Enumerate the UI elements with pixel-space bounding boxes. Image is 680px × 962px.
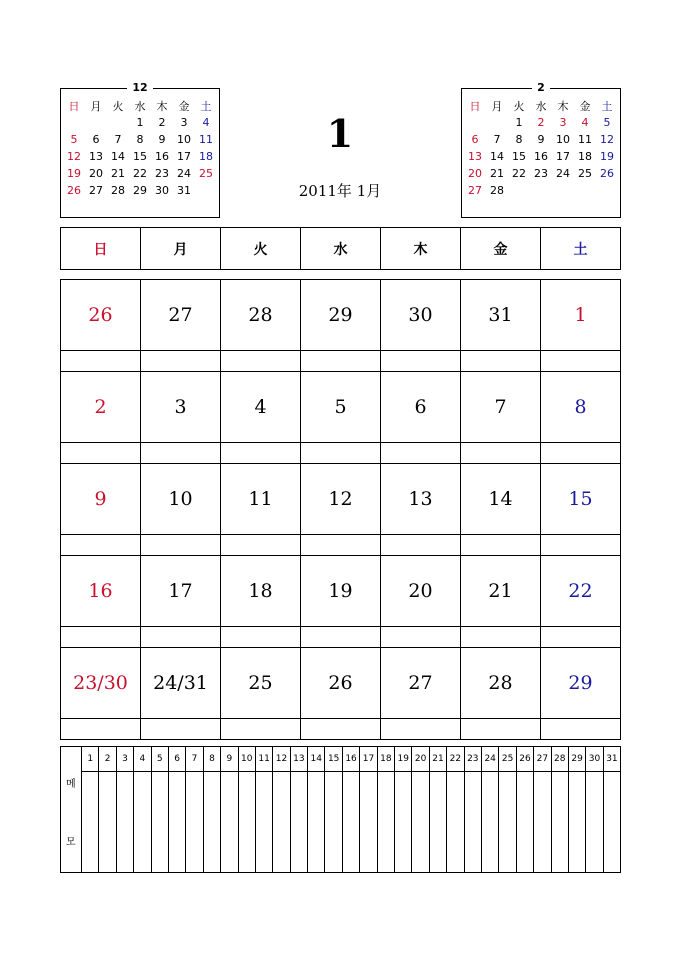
memo-day-column <box>447 747 464 872</box>
day-number: 27 <box>141 280 220 351</box>
day-number: 12 <box>301 464 380 535</box>
weekday-sun: 日 <box>469 99 481 113</box>
day-cell <box>221 280 301 371</box>
day-note <box>461 443 540 463</box>
weekday-wed: 水 <box>535 99 547 113</box>
day <box>464 114 486 131</box>
day: 23 <box>534 167 548 180</box>
day: 31 <box>177 184 191 197</box>
day-note <box>221 627 300 647</box>
prev-month-week <box>63 114 217 131</box>
day-number: 31 <box>461 280 540 351</box>
memo-day-column <box>430 747 447 872</box>
memo-day-number: 20 <box>412 747 428 772</box>
day-note <box>61 351 140 371</box>
day-number: 25 <box>221 648 300 719</box>
memo-day-column <box>273 747 290 872</box>
day: 18 <box>578 150 592 163</box>
day-note <box>221 443 300 463</box>
day-number: 6 <box>381 372 460 443</box>
memo-day-column <box>308 747 325 872</box>
day: 26 <box>67 184 81 197</box>
day <box>596 182 618 199</box>
memo-day-column <box>169 747 186 872</box>
day: 12 <box>600 133 614 146</box>
day-number: 26 <box>61 280 140 351</box>
day: 29 <box>133 184 147 197</box>
memo-label-top: 메 <box>66 779 76 790</box>
day <box>552 182 574 199</box>
weekday-wednesday: 水 <box>301 228 381 269</box>
day: 6 <box>92 133 100 146</box>
next-month-title: 2 <box>532 81 550 94</box>
day-number: 24/31 <box>141 648 220 719</box>
day-note <box>381 443 460 463</box>
memo-day-number: 15 <box>325 747 341 772</box>
memo-label <box>61 747 82 872</box>
day: 25 <box>199 167 213 180</box>
day-note <box>301 535 380 555</box>
day: 22 <box>512 167 526 180</box>
memo-day-number: 13 <box>291 747 307 772</box>
day-cell <box>381 556 461 647</box>
day: 5 <box>70 133 78 146</box>
memo-day-number: 25 <box>499 747 515 772</box>
week-row <box>61 556 620 648</box>
day-number: 28 <box>221 280 300 351</box>
memo-day-number: 8 <box>204 747 220 772</box>
day-note <box>541 719 620 739</box>
memo-day-column <box>517 747 534 872</box>
memo-day-number: 11 <box>256 747 272 772</box>
memo-day-number: 24 <box>482 747 498 772</box>
memo-day-column <box>586 747 603 872</box>
day-note <box>541 627 620 647</box>
day-cell <box>461 464 541 555</box>
day-number: 9 <box>61 464 140 535</box>
weekday-tue: 火 <box>513 99 525 113</box>
memo-day-number: 5 <box>152 747 168 772</box>
weekday-sunday: 日 <box>61 228 141 269</box>
weekday-fri: 金 <box>178 99 190 113</box>
day: 11 <box>578 133 592 146</box>
day-cell <box>541 464 620 555</box>
day <box>574 182 596 199</box>
day-note <box>381 627 460 647</box>
day: 11 <box>199 133 213 146</box>
prev-month-mini-calendar <box>60 81 220 218</box>
day: 3 <box>559 116 567 129</box>
day: 24 <box>177 167 191 180</box>
memo-day-column <box>378 747 395 872</box>
day: 20 <box>468 167 482 180</box>
memo-day-number: 19 <box>395 747 411 772</box>
day-number: 13 <box>381 464 460 535</box>
day: 18 <box>199 150 213 163</box>
day: 13 <box>89 150 103 163</box>
memo-day-column <box>239 747 256 872</box>
day-note <box>301 719 380 739</box>
day-note <box>461 719 540 739</box>
day: 21 <box>490 167 504 180</box>
week-row <box>61 280 620 372</box>
day <box>486 114 508 131</box>
prev-month-title: 12 <box>127 81 152 94</box>
day-note <box>541 351 620 371</box>
memo-day-number: 27 <box>534 747 550 772</box>
day: 13 <box>468 150 482 163</box>
memo-day-column <box>117 747 134 872</box>
day: 26 <box>600 167 614 180</box>
memo-day-column <box>360 747 377 872</box>
day <box>195 182 217 199</box>
memo-day-column <box>291 747 308 872</box>
day-note <box>141 719 220 739</box>
day-cell <box>221 372 301 463</box>
day: 15 <box>512 150 526 163</box>
next-month-table <box>464 97 618 199</box>
memo-label-bottom: 모 <box>66 837 76 848</box>
memo-day-number: 12 <box>273 747 289 772</box>
month-number: 1 <box>326 111 354 156</box>
weekday-monday: 月 <box>141 228 221 269</box>
day-cell <box>301 372 381 463</box>
day-note <box>541 443 620 463</box>
memo-day-number: 14 <box>308 747 324 772</box>
day-number: 17 <box>141 556 220 627</box>
weekday-header <box>60 227 621 270</box>
day-number: 15 <box>541 464 620 535</box>
day: 28 <box>111 184 125 197</box>
day-note <box>541 535 620 555</box>
day: 8 <box>136 133 144 146</box>
day-note <box>301 351 380 371</box>
day-cell <box>61 464 141 555</box>
memo-day-column <box>482 747 499 872</box>
weekday-sat: 土 <box>200 99 212 113</box>
day-number: 23/30 <box>61 648 140 719</box>
day-number: 29 <box>541 648 620 719</box>
day-number: 3 <box>141 372 220 443</box>
weekday-friday: 金 <box>461 228 541 269</box>
memo-day-column <box>552 747 569 872</box>
day-cell <box>541 280 620 371</box>
day-cell <box>381 648 461 739</box>
day: 24 <box>556 167 570 180</box>
week-row <box>61 372 620 464</box>
day-cell <box>461 372 541 463</box>
memo-day-number: 4 <box>134 747 150 772</box>
day: 4 <box>202 116 210 129</box>
memo-day-number: 30 <box>586 747 602 772</box>
day <box>107 114 129 131</box>
day: 6 <box>471 133 479 146</box>
prev-month-table <box>63 97 217 199</box>
day-note <box>61 719 140 739</box>
prev-month-week <box>63 148 217 165</box>
day-cell <box>461 556 541 647</box>
day-cell <box>61 372 141 463</box>
memo-day-column <box>465 747 482 872</box>
day: 8 <box>515 133 523 146</box>
day-number: 18 <box>221 556 300 627</box>
memo-day-number: 6 <box>169 747 185 772</box>
day-note <box>301 627 380 647</box>
memo-day-column <box>82 747 99 872</box>
day: 2 <box>537 116 545 129</box>
prev-month-week <box>63 165 217 182</box>
memo-day-column <box>604 747 620 872</box>
day-note <box>381 719 460 739</box>
day-number: 22 <box>541 556 620 627</box>
day-cell <box>461 648 541 739</box>
day-note <box>61 443 140 463</box>
day-cell <box>221 464 301 555</box>
memo-day-column <box>204 747 221 872</box>
memo-day-number: 3 <box>117 747 133 772</box>
day: 12 <box>67 150 81 163</box>
day: 16 <box>155 150 169 163</box>
day: 4 <box>581 116 589 129</box>
day: 14 <box>490 150 504 163</box>
day-number: 5 <box>301 372 380 443</box>
weekday-tuesday: 火 <box>221 228 301 269</box>
day-number: 11 <box>221 464 300 535</box>
prev-month-weekday-row <box>63 97 217 114</box>
day-note <box>381 351 460 371</box>
memo-day-number: 18 <box>378 747 394 772</box>
day-number: 30 <box>381 280 460 351</box>
memo-day-number: 21 <box>430 747 446 772</box>
day-note <box>141 351 220 371</box>
weekday-saturday: 土 <box>573 241 588 258</box>
day-cell <box>141 372 221 463</box>
day-number: 8 <box>541 372 620 443</box>
prev-month-week <box>63 131 217 148</box>
day: 3 <box>180 116 188 129</box>
weekday-thu: 木 <box>557 99 569 113</box>
day-cell <box>61 556 141 647</box>
memo-day-number: 1 <box>82 747 98 772</box>
day-number: 7 <box>461 372 540 443</box>
memo-columns <box>82 747 620 872</box>
day <box>508 182 530 199</box>
day: 27 <box>468 184 482 197</box>
day-cell <box>141 556 221 647</box>
month-grid <box>60 279 621 740</box>
memo-day-number: 16 <box>343 747 359 772</box>
day-cell <box>301 464 381 555</box>
day: 1 <box>515 116 523 129</box>
memo-day-number: 22 <box>447 747 463 772</box>
day: 10 <box>177 133 191 146</box>
day-note <box>141 535 220 555</box>
memo-day-column <box>134 747 151 872</box>
day-cell <box>461 280 541 371</box>
year-month-label: 2011年 1月 <box>298 182 382 200</box>
next-month-week <box>464 182 618 199</box>
day-note <box>461 627 540 647</box>
memo-section <box>60 746 621 873</box>
week-row <box>61 648 620 739</box>
memo-day-number: 28 <box>552 747 568 772</box>
day-note <box>61 535 140 555</box>
weekday-mon: 月 <box>491 99 503 113</box>
memo-day-column <box>256 747 273 872</box>
day-number: 4 <box>221 372 300 443</box>
weekday-thursday: 木 <box>381 228 461 269</box>
day-number: 20 <box>381 556 460 627</box>
next-month-mini-calendar <box>461 81 621 218</box>
day-note <box>221 535 300 555</box>
next-month-weekday-row <box>464 97 618 114</box>
weekday-wed: 水 <box>134 99 146 113</box>
memo-day-column <box>412 747 429 872</box>
memo-day-column <box>152 747 169 872</box>
next-month-week <box>464 148 618 165</box>
weekday-fri: 金 <box>579 99 591 113</box>
memo-day-number: 2 <box>99 747 115 772</box>
day-number: 29 <box>301 280 380 351</box>
memo-day-number: 7 <box>186 747 202 772</box>
memo-day-number: 17 <box>360 747 376 772</box>
day-cell <box>141 464 221 555</box>
day: 20 <box>89 167 103 180</box>
day: 7 <box>114 133 122 146</box>
day-note <box>461 351 540 371</box>
day: 14 <box>111 150 125 163</box>
day: 19 <box>600 150 614 163</box>
day-note <box>221 719 300 739</box>
day: 7 <box>493 133 501 146</box>
day-cell <box>301 556 381 647</box>
day-cell <box>301 648 381 739</box>
memo-day-number: 29 <box>569 747 585 772</box>
weekday-thu: 木 <box>156 99 168 113</box>
day: 9 <box>537 133 545 146</box>
day-number: 26 <box>301 648 380 719</box>
memo-day-number: 23 <box>465 747 481 772</box>
next-month-week <box>464 131 618 148</box>
day: 22 <box>133 167 147 180</box>
memo-day-column <box>569 747 586 872</box>
week-row <box>61 464 620 556</box>
day <box>85 114 107 131</box>
day-cell <box>381 372 461 463</box>
day-note <box>301 443 380 463</box>
memo-day-column <box>99 747 116 872</box>
day-cell <box>221 556 301 647</box>
memo-day-column <box>343 747 360 872</box>
day-cell <box>61 280 141 371</box>
day: 15 <box>133 150 147 163</box>
day: 27 <box>89 184 103 197</box>
memo-day-column <box>221 747 238 872</box>
day-number: 10 <box>141 464 220 535</box>
day-note <box>461 535 540 555</box>
day-number: 28 <box>461 648 540 719</box>
day: 23 <box>155 167 169 180</box>
weekday-sat: 土 <box>601 99 613 113</box>
day: 5 <box>603 116 611 129</box>
day: 16 <box>534 150 548 163</box>
day-number: 16 <box>61 556 140 627</box>
day-cell <box>221 648 301 739</box>
weekday-sun: 日 <box>68 99 80 113</box>
day <box>63 114 85 131</box>
day-number: 27 <box>381 648 460 719</box>
day-cell <box>141 280 221 371</box>
day-number: 21 <box>461 556 540 627</box>
day: 17 <box>177 150 191 163</box>
memo-day-number: 26 <box>517 747 533 772</box>
day: 2 <box>158 116 166 129</box>
memo-day-column <box>395 747 412 872</box>
weekday-tue: 火 <box>112 99 124 113</box>
day-cell <box>541 372 620 463</box>
day-cell <box>61 648 141 739</box>
prev-month-week <box>63 182 217 199</box>
memo-day-column <box>499 747 516 872</box>
memo-day-column <box>186 747 203 872</box>
day: 25 <box>578 167 592 180</box>
day-cell <box>541 556 620 647</box>
day: 21 <box>111 167 125 180</box>
memo-day-column <box>325 747 342 872</box>
day-cell <box>301 280 381 371</box>
day-number: 1 <box>541 280 620 351</box>
day: 17 <box>556 150 570 163</box>
day-cell <box>541 648 620 739</box>
day: 19 <box>67 167 81 180</box>
day: 1 <box>136 116 144 129</box>
day-cell <box>381 280 461 371</box>
day: 30 <box>155 184 169 197</box>
day <box>530 182 552 199</box>
day: 9 <box>158 133 166 146</box>
day-cell <box>381 464 461 555</box>
day: 10 <box>556 133 570 146</box>
memo-day-number: 31 <box>604 747 620 772</box>
next-month-week <box>464 114 618 131</box>
day-note <box>221 351 300 371</box>
day-cell <box>141 648 221 739</box>
day-note <box>141 627 220 647</box>
memo-day-number: 9 <box>221 747 237 772</box>
next-month-week <box>464 165 618 182</box>
day-note <box>381 535 460 555</box>
day-number: 2 <box>61 372 140 443</box>
day: 28 <box>490 184 504 197</box>
day-number: 14 <box>461 464 540 535</box>
day-note <box>61 627 140 647</box>
weekday-mon: 月 <box>90 99 102 113</box>
memo-day-column <box>534 747 551 872</box>
day-note <box>141 443 220 463</box>
day-number: 19 <box>301 556 380 627</box>
memo-day-number: 10 <box>239 747 255 772</box>
